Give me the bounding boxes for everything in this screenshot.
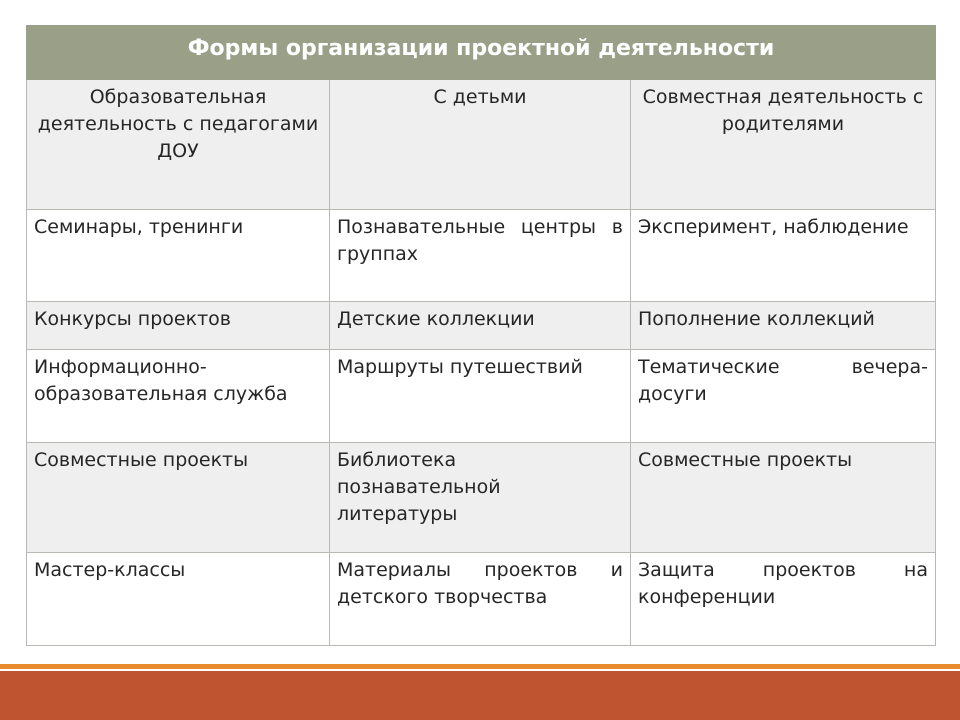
header-teachers: Образовательная деятельность с педагогами ДОУ [27,80,330,210]
table-title-row [27,26,936,80]
table-row [27,350,936,443]
table-cell: Совместные проекты [631,443,936,553]
table-cell: Материалы проектов и детского творчества [330,553,631,646]
table-cell: Детские коллекции [330,302,631,350]
table-cell: Семинары, тренинги [27,210,330,302]
table-cell: Тематические вечера-досуги [631,350,936,443]
table-cell: Эксперимент, наблюдение [631,210,936,302]
table-row [27,443,936,553]
table-cell: Мастер-классы [27,553,330,646]
table-cell: Защита проектов на конференции [631,553,936,646]
table-header-row [27,80,936,210]
table-row [27,210,936,302]
table-cell: Информационно-образовательная служба [27,350,330,443]
header-parents: Совместная деятельность с родителями [631,80,936,210]
accent-stripe [0,664,960,669]
table-cell: Маршруты путешествий [330,350,631,443]
table-row [27,302,936,350]
table-title: Формы организации проектной деятельности [27,26,936,80]
forms-table [26,25,936,646]
table-row [27,553,936,646]
header-children: С детьми [330,80,631,210]
table-cell: Совместные проекты [27,443,330,553]
footer-bar [0,671,960,720]
table-cell: Библиотека познавательной литературы [330,443,631,553]
table-cell: Пополнение коллекций [631,302,936,350]
table-cell: Конкурсы проектов [27,302,330,350]
table-cell: Познавательные центры в группах [330,210,631,302]
